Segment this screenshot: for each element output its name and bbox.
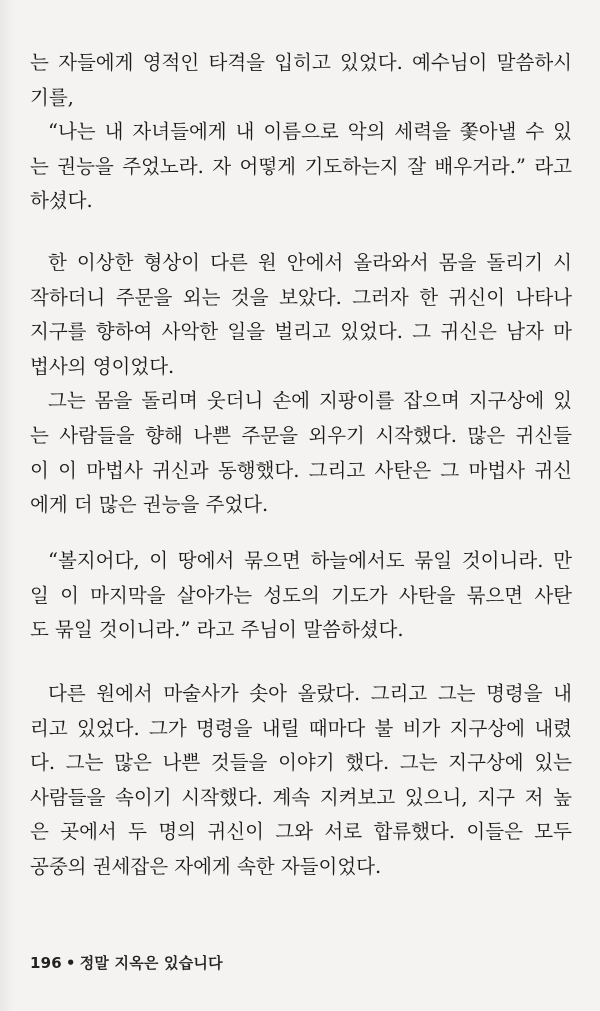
text-line: 그는 몸을 돌리며 웃더니 손에 지팡이를 잡으며 지구상에 있 (48, 389, 572, 413)
text-line: 작하더니 주문을 외는 것을 보았다. 그러자 한 귀신이 나타나 (30, 285, 572, 309)
page-footer (30, 952, 223, 973)
text-line: 는 사람들을 향해 나쁜 주문을 외우기 시작했다. 많은 귀신들 (30, 423, 572, 447)
paragraph-2 (30, 246, 572, 523)
text-line: 이 이 마법사 귀신과 동행했다. 그리고 사탄은 그 마법사 귀신 (30, 458, 572, 482)
text-line: 는 권능을 주었노라. 자 어떻게 기도하는지 잘 배우거라.” 라고 (30, 154, 572, 178)
text-line: 기를, (30, 85, 74, 109)
text-line: “나는 내 자녀들에게 내 이름으로 악의 세력을 쫓아낼 수 있 (48, 120, 572, 144)
text-line: 사람들을 속이기 시작했다. 계속 지켜보고 있으니, 지구 저 높 (30, 785, 572, 809)
text-line: 도 묶일 것이니라.” 라고 주님이 말씀하셨다. (30, 618, 404, 642)
text-line: 리고 있었다. 그가 명령을 내릴 때마다 불 비가 지구상에 내렸 (30, 716, 572, 740)
text-line: 은 곳에서 두 명의 귀신이 그와 서로 합류했다. 이들은 모두 (30, 820, 572, 844)
footer-separator: • (65, 954, 76, 972)
paragraph-4 (30, 677, 572, 885)
text-line: 한 이상한 형상이 다른 원 안에서 올라와서 몸을 돌리기 시 (48, 251, 572, 274)
text-line: 일 이 마지막을 살아가는 성도의 기도가 사탄을 묶으면 사탄 (30, 583, 572, 607)
text-line: 는 자들에게 영적인 타격을 입히고 있었다. 예수님이 말씀하시 (30, 51, 572, 74)
paragraph-3 (30, 544, 572, 648)
text-line: 하셨다. (30, 189, 93, 213)
text-line: 법사의 영이었다. (30, 354, 175, 378)
text-line: 지구를 향하여 사악한 일을 벌리고 있었다. 그 귀신은 남자 마 (30, 320, 572, 344)
text-line: 공중의 권세잡은 자에게 속한 자들이었다. (30, 854, 382, 878)
book-title: 정말 지옥은 있습니다 (79, 954, 223, 972)
page-number: 196 (30, 954, 62, 972)
text-line: 다. 그는 많은 나쁜 것들을 이야기 했다. 그는 지구상에 있는 (30, 751, 572, 775)
text-line: “볼지어다, 이 땅에서 묶으면 하늘에서도 묶일 것이니라. 만 (48, 549, 572, 572)
text-line: 다른 원에서 마술사가 솟아 올랐다. 그리고 그는 명령을 내 (48, 682, 572, 705)
text-line: 에게 더 많은 권능을 주었다. (30, 493, 269, 517)
paragraph-1 (30, 46, 572, 219)
